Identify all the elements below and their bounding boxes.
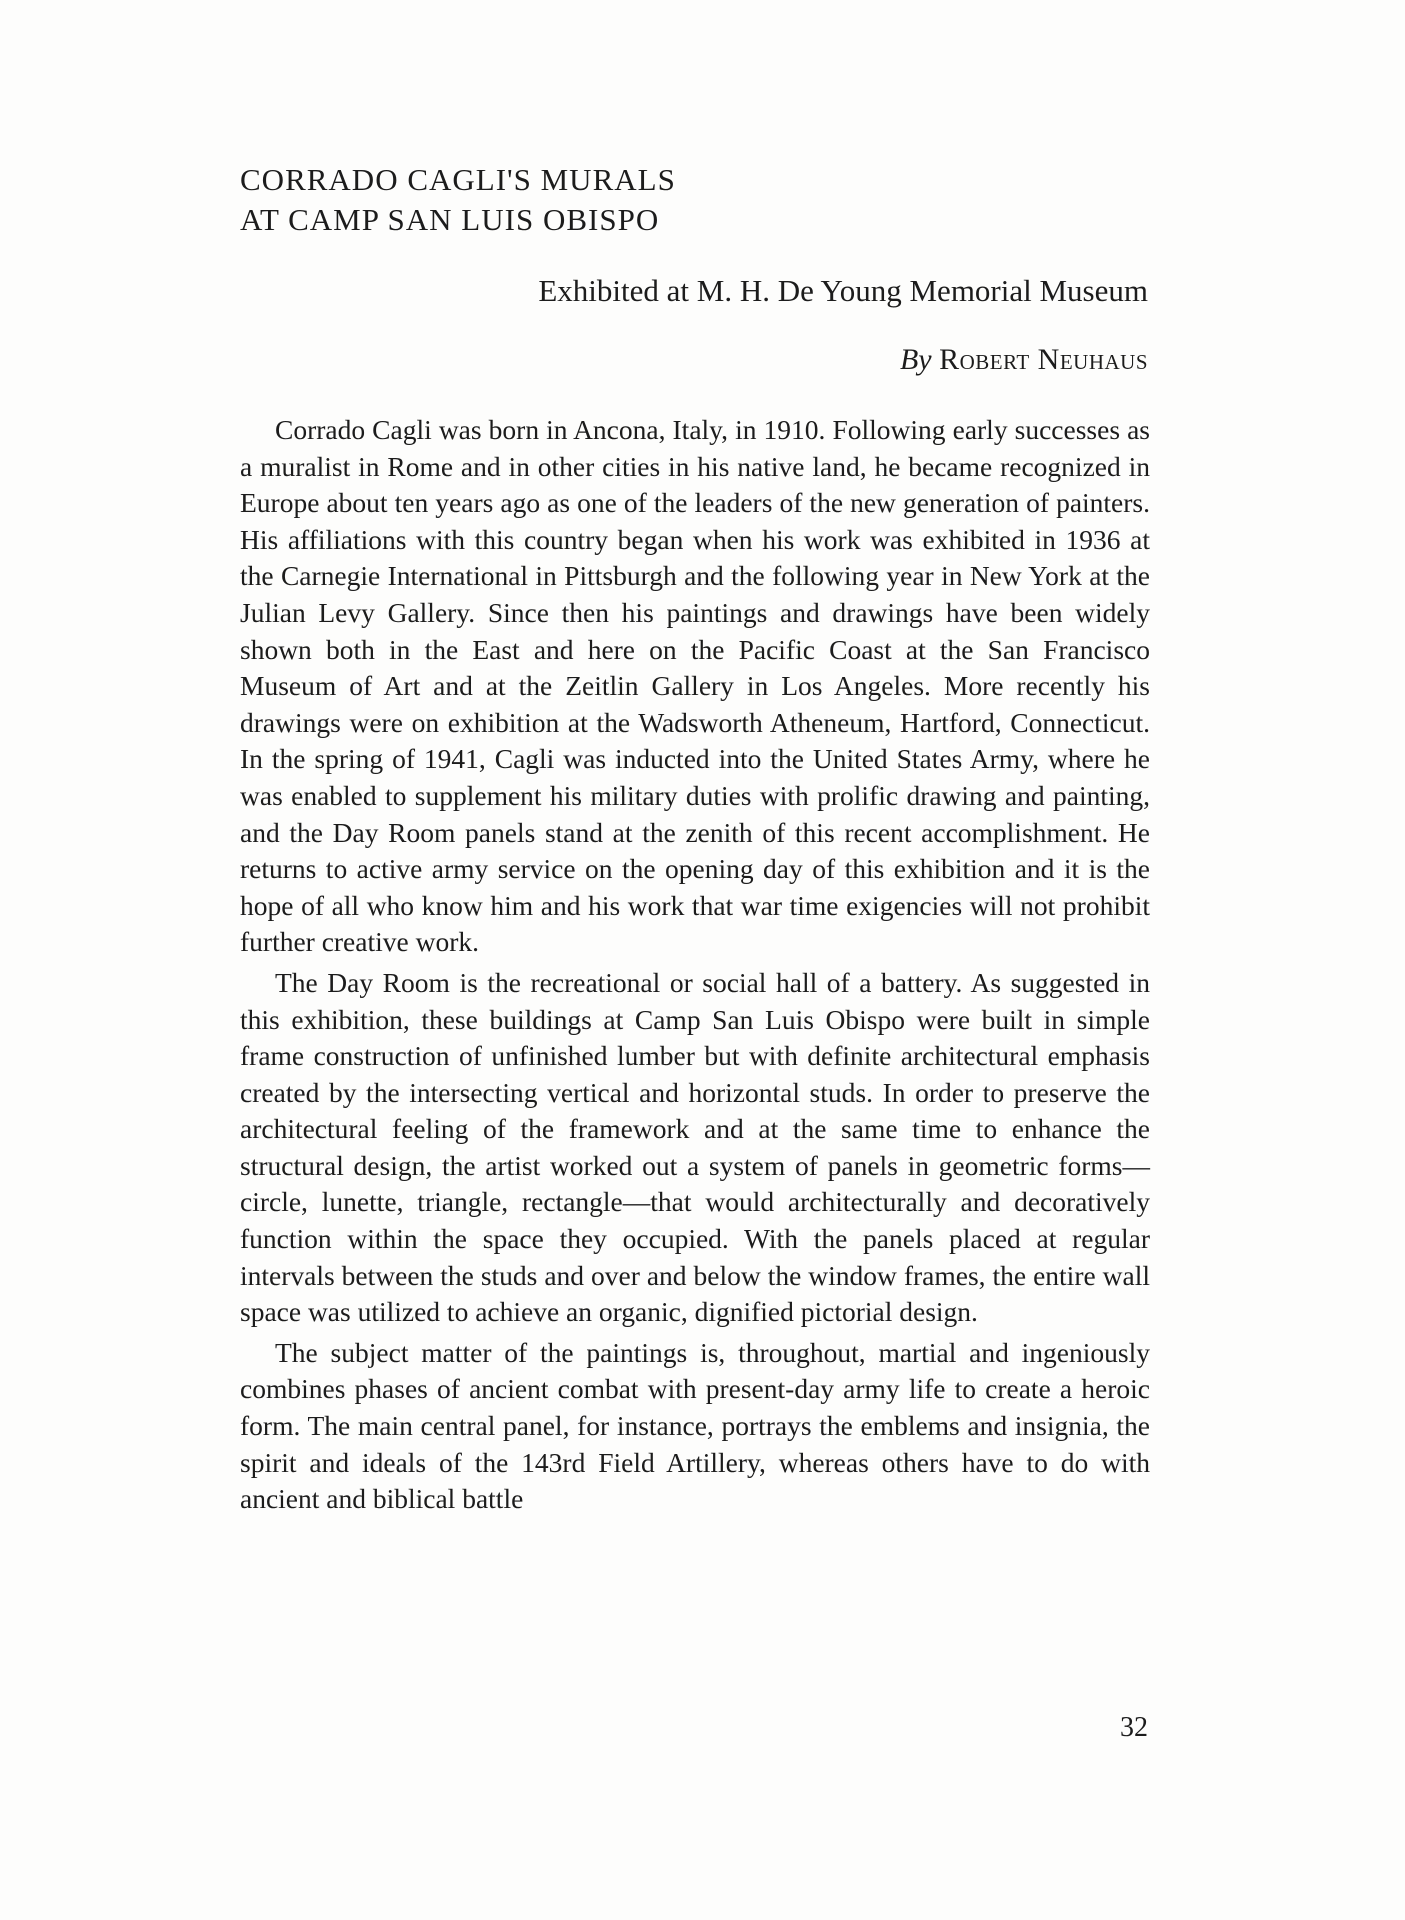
author-name: Robert Neuhaus bbox=[939, 343, 1148, 376]
article-title-line-1: CORRADO CAGLI'S MURALS bbox=[240, 162, 676, 197]
byline bbox=[900, 340, 1148, 380]
article-title bbox=[240, 160, 676, 240]
byline-prefix: By bbox=[899, 343, 932, 376]
paragraph: The subject matter of the paintings is, throughout, martial and ingeniously combines phases of ancient combat with present-day army life to create a heroic form. The main central panel, for instance, portrays the emblems and insignia, the spirit and ideals of the 143rd Field Artillery, whereas others have to do with ancient and biblical battle bbox=[240, 1336, 1150, 1515]
article-title-line-2: AT CAMP SAN LUIS OBISPO bbox=[240, 202, 660, 237]
page-number: 32 bbox=[1120, 1712, 1148, 1743]
paragraph: The Day Room is the recreational or social hall of a battery. As suggested in this exhibition, these buildings at Camp San Luis Obispo were built in simple frame construction of unfinished lumber but with definite architectural emphasis created by the intersecting vertical and horizontal studs. In order to preserve the architectural feeling of the framework and at the same time to enhance the structural design, the artist worked out a system of panels in geometric forms—circle, lunette, triangle, rectangle—that would architecturally and decoratively function within the space they occupied. With the panels placed at regular intervals between the studs and over and below the window frames, the entire wall space was utilized to achieve an organic, dignified pictorial design. bbox=[240, 966, 1150, 1328]
article-subtitle: Exhibited at M. H. De Young Memorial Museum bbox=[538, 273, 1148, 308]
article-body bbox=[240, 412, 1150, 1522]
paragraph: Corrado Cagli was born in Ancona, Italy, in 1910. Following early successes as a muralist in Rome and in other cities in his native land, he became recognized in Europe about ten years ago as one of the leaders of the new generation of painters. His affiliations with this country began when his work was exhibited in 1936 at the Carnegie International in Pittsburgh and the following year in New York at the Julian Levy Gallery. Since then his paintings and drawings have been widely shown both in the East and here on the Pacific Coast at the San Francisco Museum of Art and at the Zeitlin Gallery in Los Angeles. More recently his drawings were on exhibition at the Wadsworth Atheneum, Hartford, Connecticut. In the spring of 1941, Cagli was inducted into the United States Army, where he was enabled to supplement his military duties with prolific drawing and painting, and the Day Room panels stand at the zenith of this recent accomplishment. He returns to active army service on the opening day of this exhibition and it is the hope of all who know him and his work that war time exigencies will not prohibit further creative work. bbox=[240, 414, 1150, 958]
